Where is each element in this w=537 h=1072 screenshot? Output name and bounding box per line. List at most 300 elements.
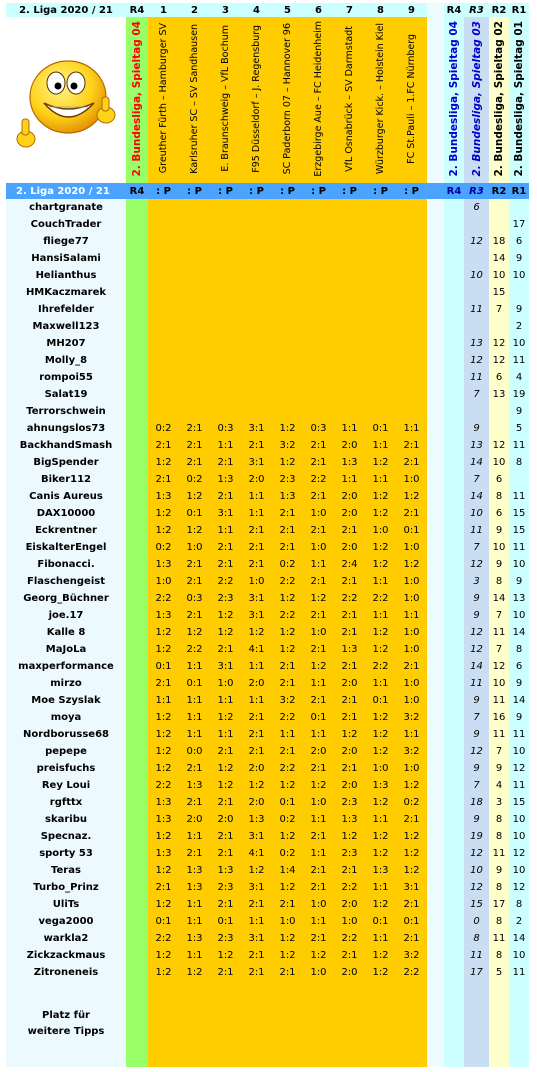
tip-cell: 2:1 [396,505,427,522]
separator-cell [427,352,444,369]
tip-cell [272,352,303,369]
tip-cell: 2:1 [241,896,272,913]
table-row [6,692,529,709]
tip-cell: 1:1 [241,692,272,709]
tip-cell: 2:2 [334,930,365,947]
tip-cell [241,233,272,250]
r4b-points [444,539,464,556]
r4b-points [444,930,464,947]
r3-points: 9 [464,607,489,624]
tip-cell: 2:1 [241,522,272,539]
tip-cell: 2:2 [334,590,365,607]
band-p: P [380,185,388,197]
r4-points [126,301,148,318]
r4-points [126,862,148,879]
platz-line-2: weitere Tipps [27,1026,105,1037]
r2-points [489,403,509,420]
tip-cell: 1:2 [148,522,179,539]
tip-cell [210,233,241,250]
r3-points: 9 [464,420,489,437]
tipper-name: Flaschengeist [6,573,126,590]
r3-points [464,216,489,233]
tip-cell: 1:3 [179,777,210,794]
tip-cell: 0:1 [210,913,241,930]
separator-cell [427,777,444,794]
tip-cell: 1:0 [396,675,427,692]
r1-points: 11 [509,352,529,369]
tip-cell [303,318,334,335]
tip-cell: 1:2 [148,624,179,641]
r4b-points [444,590,464,607]
table-row [6,488,529,505]
tip-cell: 1:1 [365,437,396,454]
r3-points: 12 [464,624,489,641]
tip-cell: 2:1 [272,964,303,981]
separator-cell [427,947,444,964]
band-p-cell [272,183,303,199]
tip-cell: 2:1 [396,896,427,913]
table-row [6,828,529,845]
table-row [6,267,529,284]
tip-cell: 1:3 [179,862,210,879]
separator-cell [427,284,444,301]
tip-cell: 2:2 [148,930,179,947]
r2-points: 12 [489,437,509,454]
tip-cell [365,369,396,386]
band-colon: : [311,185,316,197]
tip-cell: 2:2 [148,777,179,794]
table-row [6,454,529,471]
tip-cell [334,386,365,403]
tip-cell: 2:1 [303,573,334,590]
tip-cell: 2:1 [303,522,334,539]
tip-cell: 1:0 [303,964,334,981]
tip-cell: 2:1 [210,454,241,471]
r4b-points [444,352,464,369]
tipper-name: Terrorschwein [6,403,126,420]
tipper-name: mirzo [6,675,126,692]
band-r4: R4 [126,183,148,199]
tipper-name: skaribu [6,811,126,828]
tip-cell: 0:2 [272,811,303,828]
tip-cell [396,386,427,403]
tip-cell [179,369,210,386]
r3-points: 12 [464,879,489,896]
tipper-name: Teras [6,862,126,879]
r3-points: 19 [464,828,489,845]
r2-points: 7 [489,641,509,658]
r3-points: 12 [464,352,489,369]
match-title-cell [365,17,396,183]
tip-cell [334,233,365,250]
r4-points [126,930,148,947]
tip-cell: 3:1 [210,658,241,675]
footer-empty-cell [272,981,303,1067]
tip-cell: 1:2 [396,845,427,862]
r3-points: 6 [464,199,489,216]
tipper-name: Ihrefelder [6,301,126,318]
tip-cell: 2:1 [241,964,272,981]
tipper-name: moya [6,709,126,726]
tip-cell: 1:3 [241,811,272,828]
footer-empty-cell [210,981,241,1067]
tip-cell: 1:2 [210,777,241,794]
tip-cell [365,250,396,267]
tip-cell: 2:1 [334,522,365,539]
match-title: FC St.Pauli – 1.FC Nürnberg [406,33,417,164]
tip-cell [241,335,272,352]
r2-points: 8 [489,573,509,590]
table-row [6,284,529,301]
footer-empty-cell [396,981,427,1067]
r2-points [489,199,509,216]
table-row [6,607,529,624]
r3-points: 10 [464,267,489,284]
tip-cell [303,352,334,369]
separator-cell [427,216,444,233]
match-number: 6 [303,3,334,17]
separator-cell [427,811,444,828]
band-colon: : [404,185,409,197]
tip-cell [272,284,303,301]
tip-cell: 0:2 [396,794,427,811]
tip-cell: 1:1 [303,675,334,692]
round-label-cell [509,17,529,183]
footer-empty-cell [334,981,365,1067]
tip-cell: 2:1 [241,947,272,964]
tip-cell [303,335,334,352]
tip-cell: 2:2 [179,641,210,658]
tip-cell [179,233,210,250]
tip-cell: 1:1 [365,675,396,692]
tip-cell: 2:3 [334,845,365,862]
r4-points [126,556,148,573]
r4-points [126,726,148,743]
table-row [6,947,529,964]
match-title: Würzburger Kick. – Holstein Kiel [375,22,386,175]
tip-cell [179,284,210,301]
r4-points [126,369,148,386]
tip-cell: 2:1 [179,607,210,624]
r1-points: 11 [509,437,529,454]
tip-cell: 1:1 [303,556,334,573]
band-p-cell [210,183,241,199]
logo-cell [6,17,126,183]
tip-cell [396,284,427,301]
tip-cell: 2:0 [241,675,272,692]
tip-cell: 1:2 [334,828,365,845]
match-number: 3 [210,3,241,17]
tip-cell [303,369,334,386]
r4-points [126,896,148,913]
band-colon: : [249,185,254,197]
r3-points: 9 [464,692,489,709]
r4b-points [444,692,464,709]
tip-cell: 0:1 [272,794,303,811]
tip-cell: 1:1 [365,607,396,624]
tip-cell [179,250,210,267]
tip-cell: 1:2 [365,743,396,760]
r2-points: 11 [489,692,509,709]
tipper-name: vega2000 [6,913,126,930]
tip-cell: 1:2 [365,726,396,743]
tip-cell [179,318,210,335]
tip-cell [334,403,365,420]
tip-cell [334,369,365,386]
r1-points: 10 [509,947,529,964]
r4-points [126,522,148,539]
r1-points: 2 [509,318,529,335]
tip-cell: 1:1 [365,930,396,947]
r4-points [126,777,148,794]
tip-cell: 2:1 [241,743,272,760]
tip-cell: 2:0 [334,743,365,760]
tip-cell: 1:1 [179,828,210,845]
tip-cell: 0:2 [179,471,210,488]
separator-cell [427,743,444,760]
tipper-name: sporty 53 [6,845,126,862]
band-r1: R1 [509,183,529,199]
tip-cell [148,267,179,284]
tipper-name: Specnaz. [6,828,126,845]
r1-points: 2 [509,913,529,930]
r4-points [126,454,148,471]
separator-cell [427,488,444,505]
r4b-points [444,284,464,301]
r3-points: 14 [464,454,489,471]
r4b-points [444,964,464,981]
tip-cell: 2:2 [272,709,303,726]
r1-points: 10 [509,828,529,845]
tip-cell: 2:1 [303,437,334,454]
tipper-name: Georg_Büchner [6,590,126,607]
r2-points: 7 [489,301,509,318]
r4-points [126,199,148,216]
r1-points: 12 [509,760,529,777]
r4b-points [444,573,464,590]
r4-points [126,692,148,709]
r4-points [126,284,148,301]
r1-points: 8 [509,896,529,913]
table-row [6,641,529,658]
tip-cell: 2:1 [396,930,427,947]
tip-cell: 1:1 [179,947,210,964]
band-colon: : [280,185,285,197]
tip-cell: 1:0 [396,624,427,641]
separator-cell [427,590,444,607]
tip-cell: 1:1 [365,811,396,828]
match-title: Greuther Fürth – Hamburger SV [158,23,169,174]
r1-points: 14 [509,930,529,947]
tip-cell: 0:2 [148,420,179,437]
band-r2: R2 [489,183,509,199]
band-p-cell [241,183,272,199]
tip-cell: 1:3 [148,607,179,624]
tip-cell: 2:2 [396,964,427,981]
tip-cell: 1:0 [396,471,427,488]
tipper-name: pepepe [6,743,126,760]
separator-cell [427,930,444,947]
tip-cell: 1:2 [272,641,303,658]
tip-cell [179,403,210,420]
tip-cell [210,403,241,420]
r2-points: 7 [489,607,509,624]
round-label-r4: 2. Bundesliga, Spieltag 04 [448,20,460,177]
separator-cell [427,896,444,913]
r1-points [509,199,529,216]
tip-cell: 2:1 [303,488,334,505]
tip-cell: 1:2 [241,862,272,879]
r2-points: 8 [489,828,509,845]
r4-points [126,964,148,981]
tip-cell [334,199,365,216]
r4-points [126,267,148,284]
tip-cell: 1:2 [365,505,396,522]
tip-cell: 3:1 [241,828,272,845]
tip-cell: 3:1 [210,505,241,522]
tip-cell: 3:2 [396,743,427,760]
platz-cell [6,981,126,1067]
tipper-name: BigSpender [6,454,126,471]
separator-cell [427,539,444,556]
tip-cell: 1:2 [272,454,303,471]
r4-points [126,488,148,505]
tip-cell: 2:3 [272,471,303,488]
tip-cell: 3:1 [241,930,272,947]
r2-points [489,216,509,233]
tip-cell: 1:2 [241,624,272,641]
separator-cell [427,964,444,981]
tip-cell [396,403,427,420]
tip-cell: 2:0 [210,811,241,828]
r3-points: 11 [464,947,489,964]
tip-cell: 2:1 [334,573,365,590]
r3-points: 12 [464,233,489,250]
r1-points [509,284,529,301]
tip-cell: 1:2 [365,794,396,811]
table-row [6,471,529,488]
table-row [6,709,529,726]
r4-points [126,539,148,556]
tip-cell: 2:1 [334,607,365,624]
tipper-name: DAX10000 [6,505,126,522]
tip-cell [396,301,427,318]
tip-cell: 1:3 [179,930,210,947]
tip-cell [148,318,179,335]
table-row [6,777,529,794]
tip-cell: 1:0 [396,573,427,590]
tip-cell [210,301,241,318]
tip-cell: 1:2 [179,522,210,539]
table-row [6,386,529,403]
tip-cell [396,199,427,216]
tip-cell: 0:0 [179,743,210,760]
r4b-points [444,811,464,828]
footer-empty-cell [509,981,529,1067]
tipper-name: rgfttx [6,794,126,811]
tip-cell: 1:2 [148,828,179,845]
r2-points [489,318,509,335]
separator-cell [427,335,444,352]
r1-header: R1 [509,3,529,17]
separator-cell [427,199,444,216]
table-row [6,352,529,369]
r1-points: 6 [509,233,529,250]
r4b-points [444,828,464,845]
tip-cell [272,233,303,250]
table-row [6,437,529,454]
tip-cell [272,369,303,386]
r1-points: 9 [509,301,529,318]
tipper-name: Molly_8 [6,352,126,369]
tip-cell: 1:2 [365,556,396,573]
tip-cell: 1:2 [210,947,241,964]
tipper-name: HansiSalami [6,250,126,267]
tip-cell: 1:1 [303,845,334,862]
tip-cell: 2:1 [179,454,210,471]
band-colon: : [218,185,223,197]
match-title: VfL Osnabrück – SV Darmstadt [344,25,355,172]
tip-cell: 2:1 [303,930,334,947]
r4b-points [444,301,464,318]
table-row [6,794,529,811]
tip-cell [241,250,272,267]
tip-cell [334,352,365,369]
band-p: P [287,185,295,197]
match-number: 5 [272,3,303,17]
table-row [6,556,529,573]
tip-cell: 1:1 [241,488,272,505]
tip-cell: 0:3 [210,420,241,437]
r2-points: 7 [489,743,509,760]
tip-cell: 0:3 [179,590,210,607]
separator-cell [427,760,444,777]
tipper-name: fliege77 [6,233,126,250]
tip-cell: 2:2 [148,590,179,607]
tip-cell: 1:2 [272,947,303,964]
tip-cell [148,233,179,250]
r4b-points [444,947,464,964]
tip-cell [272,199,303,216]
footer-empty-cell [427,981,444,1067]
separator-cell [427,17,444,183]
r2-points: 5 [489,964,509,981]
tip-cell: 1:0 [148,573,179,590]
tip-cell: 1:0 [396,692,427,709]
tip-cell [365,386,396,403]
tip-cell: 1:1 [179,896,210,913]
r4-points [126,573,148,590]
tip-cell [334,216,365,233]
table-row [6,930,529,947]
r4b-points [444,199,464,216]
tip-cell: 1:2 [148,641,179,658]
tip-cell: 1:2 [148,896,179,913]
tip-cell: 2:1 [210,964,241,981]
r1-points: 19 [509,386,529,403]
table-row [6,845,529,862]
tip-cell [241,352,272,369]
tip-cell: 1:2 [396,488,427,505]
r2-points: 11 [489,930,509,947]
tip-cell: 1:1 [272,726,303,743]
r2-points: 12 [489,658,509,675]
tip-cell [396,318,427,335]
tip-cell [303,386,334,403]
separator-cell [427,607,444,624]
r3-points: 10 [464,505,489,522]
tip-cell: 2:0 [241,794,272,811]
